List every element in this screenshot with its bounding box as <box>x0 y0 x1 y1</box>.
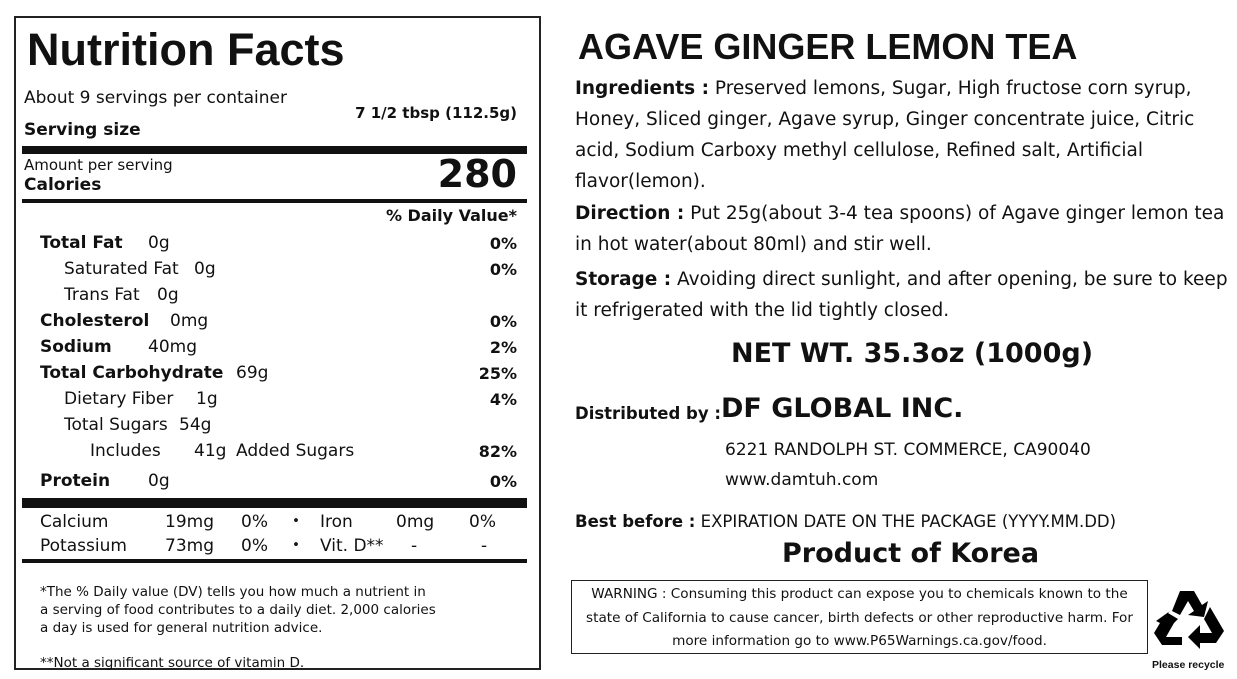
row-label: Total Carbohydrate <box>40 363 224 383</box>
row-amount: 0g <box>148 471 170 491</box>
row-dv: 0% <box>489 472 517 491</box>
row-amount: 0g <box>194 259 216 279</box>
row-label: Sodium <box>40 337 112 357</box>
medium-divider <box>22 199 527 203</box>
row-dv: 2% <box>489 338 517 357</box>
storage-paragraph <box>575 264 1235 326</box>
recycle-icon <box>1150 583 1234 653</box>
vitamin-amount: 19mg <box>165 512 214 532</box>
footnote: a day is used for general nutrition advice. <box>40 620 323 636</box>
vitamin-dv: 0% <box>469 512 496 532</box>
vitamin-dv: 0% <box>241 512 268 532</box>
calories-value: 280 <box>437 152 517 196</box>
product-title: AGAVE GINGER LEMON TEA <box>578 26 1078 67</box>
row-amount: 0g <box>157 285 179 305</box>
best-before-text: EXPIRATION DATE ON THE PACKAGE (YYYY.MM.DD) <box>700 512 1117 531</box>
row-amount: 40mg <box>148 337 197 357</box>
row-dv: 82% <box>478 442 517 461</box>
row-amount: 69g <box>236 363 269 383</box>
amount-per-serving: Amount per serving <box>24 156 173 174</box>
row-amount: 0g <box>148 233 170 253</box>
ingredients-paragraph <box>575 73 1235 197</box>
serving-size-value: 7 1/2 tbsp (112.5g) <box>355 104 517 122</box>
bullet: • <box>292 537 300 553</box>
bullet: • <box>292 513 300 529</box>
row-label: Total Sugars <box>64 415 168 435</box>
best-before <box>575 512 1116 531</box>
row-amount: 41g <box>194 441 227 461</box>
row-amount: 54g <box>179 415 212 435</box>
nutrition-title: Nutrition Facts <box>27 24 345 75</box>
direction-paragraph <box>575 198 1235 260</box>
row-label: Saturated Fat <box>64 259 179 279</box>
servings-per-container: About 9 servings per container <box>24 88 287 108</box>
distributor-website: www.damtuh.com <box>725 470 879 490</box>
vitamin-name: Vit. D** <box>320 536 384 556</box>
warning-text: WARNING : Consuming this product can expose you to chemicals known to the state of California to cause cancer, birth defects or other reproductive harm. For more information go to www.P65Warnings.ca.gov/food. <box>586 586 1133 649</box>
storage-label: Storage : <box>575 269 672 290</box>
ingredients-text: Preserved lemons, Sugar, High fructose corn syrup, Honey, Sliced ginger, Agave syrup, Ginger concentrate juice, Citric acid, Sodium Carboxy methyl cellulose, Refined salt, Artificial flavor(lemon). <box>575 78 1195 192</box>
serving-size-label: Serving size <box>24 120 141 140</box>
best-before-label: Best before : <box>575 512 696 531</box>
recycle-label: Please recycle <box>1152 659 1225 671</box>
row-label: Cholesterol <box>40 311 150 331</box>
row-dv: 4% <box>489 390 517 409</box>
footnote: **Not a significant source of vitamin D. <box>40 655 305 671</box>
vitamin-name: Iron <box>320 512 353 532</box>
vitamin-name: Potassium <box>40 536 127 556</box>
vitamin-amount: 73mg <box>165 536 214 556</box>
calories-label: Calories <box>24 175 102 195</box>
row-label: Dietary Fiber <box>64 389 174 409</box>
row-dv: 25% <box>478 364 517 383</box>
medium-divider <box>22 559 527 563</box>
row-dv: 0% <box>489 312 517 331</box>
thick-divider <box>22 498 527 508</box>
storage-text: Avoiding direct sunlight, and after opening, be sure to keep it refrigerated with the lid tightly closed. <box>575 269 1228 321</box>
vitamin-dv: 0% <box>241 536 268 556</box>
footnote: *The % Daily value (DV) tells you how much a nutrient in <box>40 584 426 600</box>
row-dv: 0% <box>489 260 517 279</box>
row-label: Includes <box>90 441 161 461</box>
distributor-name: DF GLOBAL INC. <box>721 393 964 424</box>
direction-text: Put 25g(about 3-4 tea spoons) of Agave ginger lemon tea in hot water(about 80ml) and stir well. <box>575 203 1225 255</box>
vitamin-amount: 0mg <box>396 512 435 532</box>
row-label: Trans Fat <box>64 285 140 305</box>
ingredients-label: Ingredients : <box>575 78 709 99</box>
row-label: Protein <box>40 471 111 491</box>
vitamin-name: Calcium <box>40 512 109 532</box>
vitamin-dv: - <box>481 536 488 556</box>
row-label: Total Fat <box>40 233 123 253</box>
footnote: a serving of food contributes to a daily diet. 2,000 calories <box>40 602 436 618</box>
distributor-address: 6221 RANDOLPH ST. COMMERCE, CA90040 <box>725 440 1091 460</box>
distributed-label: Distributed by : <box>575 404 721 423</box>
net-weight: NET WT. 35.3oz (1000g) <box>731 338 1094 369</box>
nutrition-facts-panel <box>14 16 541 670</box>
direction-label: Direction : <box>575 203 685 224</box>
prop65-warning <box>571 580 1148 654</box>
row-amount: 1g <box>196 389 218 409</box>
row-amount: 0mg <box>170 311 209 331</box>
country-of-origin: Product of Korea <box>782 538 1040 569</box>
row-dv: 0% <box>489 234 517 253</box>
daily-value-header: % Daily Value* <box>385 206 517 225</box>
vitamin-amount: - <box>411 536 418 556</box>
row-extra: Added Sugars <box>236 441 355 461</box>
